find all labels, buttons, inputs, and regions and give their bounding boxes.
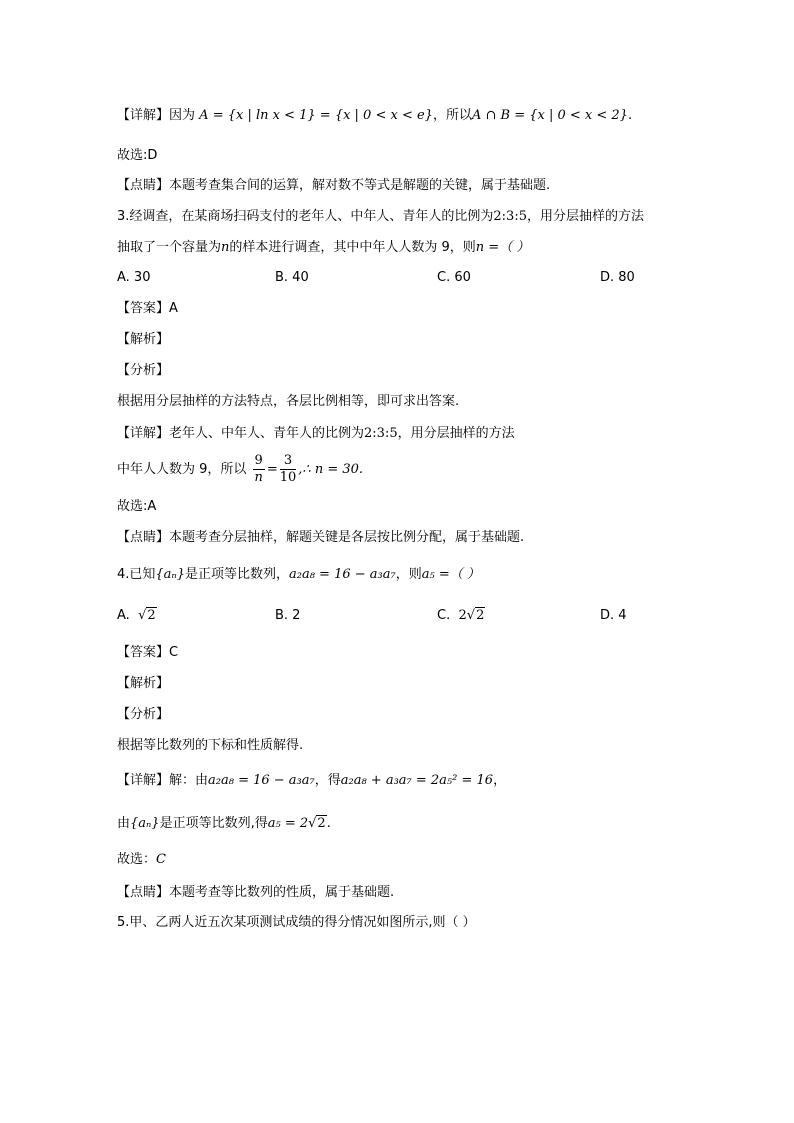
q2-set-intersection: A ∩ B = {x | 0 < x < 2} (471, 108, 628, 123)
q4-fenxi-label: 【分析】 (117, 707, 170, 722)
q3-analysis-label: 【解析】 (117, 332, 170, 347)
q3-choice: 故选:A (117, 499, 157, 514)
q4-answer: 【答案】C (117, 645, 179, 660)
q3-option-a: A. 30 (117, 270, 151, 285)
q4-choice: 故选：C (117, 852, 166, 867)
q4-option-b: B. 2 (275, 608, 301, 623)
q3-comment: 【点睛】本题考查分层抽样，解题关键是各层按比例分配，属于基础题. (117, 530, 525, 545)
q3-option-c: C. 60 (437, 270, 471, 285)
sqrt-2: √2 (138, 608, 156, 623)
q4-detail-line-1: 【详解】解：由a₂a₈ = 16 − a₃a₇，得a₂a₈ + a₃a₇ = 2a₅² = 16， (117, 773, 507, 788)
q4-stem: 4.已知{aₙ}是正项等比数列，a₂a₈ = 16 − a₃a₇，则a₅ =（ ） (117, 567, 480, 582)
q4-analysis-label: 【解析】 (117, 676, 170, 691)
q3-fenxi-text: 根据用分层抽样的方法特点，各层比例相等，即可求出答案. (117, 394, 460, 409)
q2-detail-line: 【详解】因为 A = {x | ln x < 1} = {x | 0 < x < e}，所以A ∩ B = {x | 0 < x < 2}. (117, 108, 633, 123)
q3-answer: 【答案】A (117, 301, 178, 316)
q4-detail-line-2: 由{aₙ}是正项等比数列,得a₅ = 2√2. (117, 816, 331, 831)
q4-option-c: C. 2√2 (437, 608, 485, 623)
sqrt-2: √2 (466, 608, 485, 623)
q5-stem: 5.甲、乙两人近五次某项测试成绩的得分情况如图所示,则（ ） (117, 915, 476, 930)
q3-option-b: B. 40 (275, 270, 309, 285)
q4-comment: 【点睛】本题考查等比数列的性质，属于基础题. (117, 885, 395, 900)
q4-option-a: A. √2 (117, 608, 156, 623)
q4-fenxi-text: 根据等比数列的下标和性质解得. (117, 738, 304, 753)
q2-detail-label: 【详解】 (117, 108, 170, 123)
q3-detail-line-1: 【详解】老年人、中年人、青年人的比例为2:3:5，用分层抽样的方法 (117, 426, 515, 441)
q2-comment: 【点睛】本题考查集合间的运算，解对数不等式是解题的关键，属于基础题. (117, 178, 551, 193)
fraction-3-over-10: $\frac{3}{10}$ (279, 453, 297, 485)
fraction-9-over-n: $\frac{9}{n}$ (254, 453, 263, 485)
q3-detail-line-2: 中年人人数为 9，所以 $\frac{9}{n}$ = $\frac{3}{10}$ ,∴ n = 30. (117, 453, 364, 485)
q3-fenxi-label: 【分析】 (117, 363, 170, 378)
q3-stem-line-2: 抽取了一个容量为n的样本进行调查，其中中年人人数为 9，则n =（ ） (117, 240, 530, 255)
q3-option-d: D. 80 (600, 270, 635, 285)
sqrt-2: √2 (308, 816, 326, 831)
q4-option-d: D. 4 (600, 608, 627, 623)
q3-stem-line-1: 3.经调查，在某商场扫码支付的老年人、中年人、青年人的比例为2:3:5，用分层抽样的方法 (117, 209, 644, 224)
q2-choice: 故选:D (117, 148, 158, 163)
q2-set-a: A = {x | ln x < 1} = {x | 0 < x < e} (199, 108, 433, 123)
